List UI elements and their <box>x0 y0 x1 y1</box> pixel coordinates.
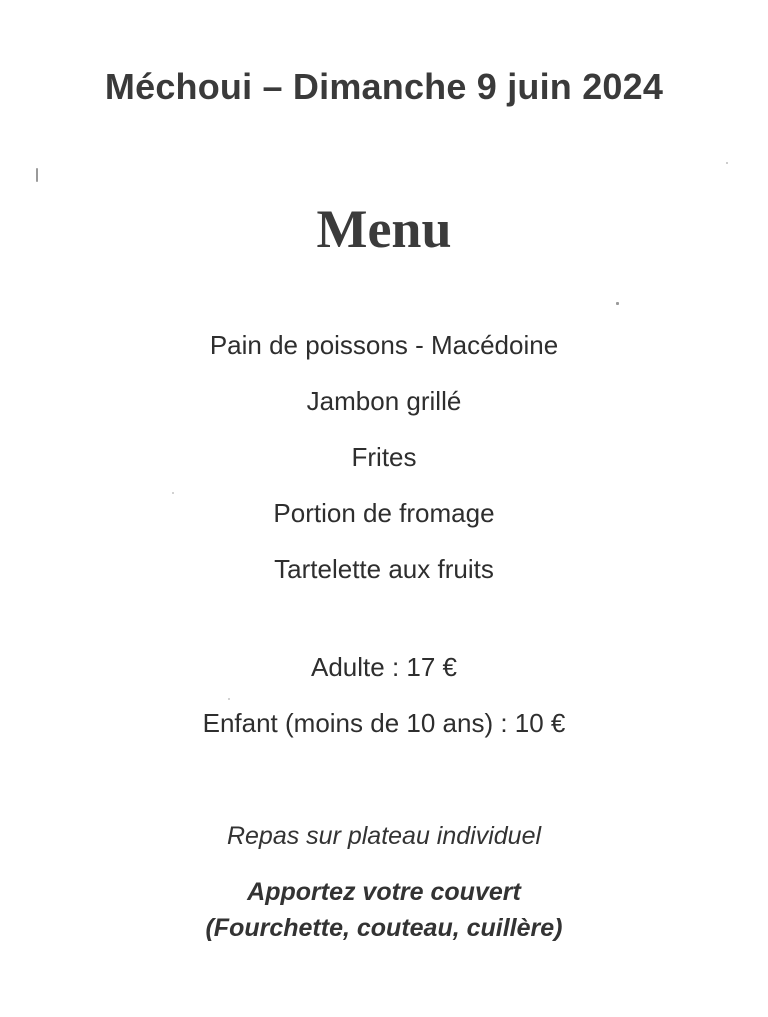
scan-speck <box>172 492 174 494</box>
adult-price: Adulte : 17 € <box>311 652 457 682</box>
menu-item-cheese: Portion de fromage <box>273 498 495 528</box>
bring-cutlery-line2: (Fourchette, couteau, cuillère) <box>205 914 563 942</box>
bring-cutlery-line1: Apportez votre couvert <box>247 878 521 906</box>
serving-note: Repas sur plateau individuel <box>226 822 542 850</box>
menu-heading: Menu <box>316 199 452 259</box>
event-title: Méchoui – Dimanche 9 juin 2024 <box>104 66 664 107</box>
menu-item-dessert: Tartelette aux fruits <box>274 554 494 584</box>
scan-speck <box>726 162 728 164</box>
menu-item-starter: Pain de poissons - Macédoine <box>209 330 559 360</box>
child-price: Enfant (moins de 10 ans) : 10 € <box>202 708 566 738</box>
scan-speck <box>36 168 38 182</box>
menu-item-side: Frites <box>351 442 417 472</box>
menu-item-main: Jambon grillé <box>306 386 462 416</box>
scan-speck <box>228 698 230 700</box>
scan-speck <box>616 302 619 305</box>
